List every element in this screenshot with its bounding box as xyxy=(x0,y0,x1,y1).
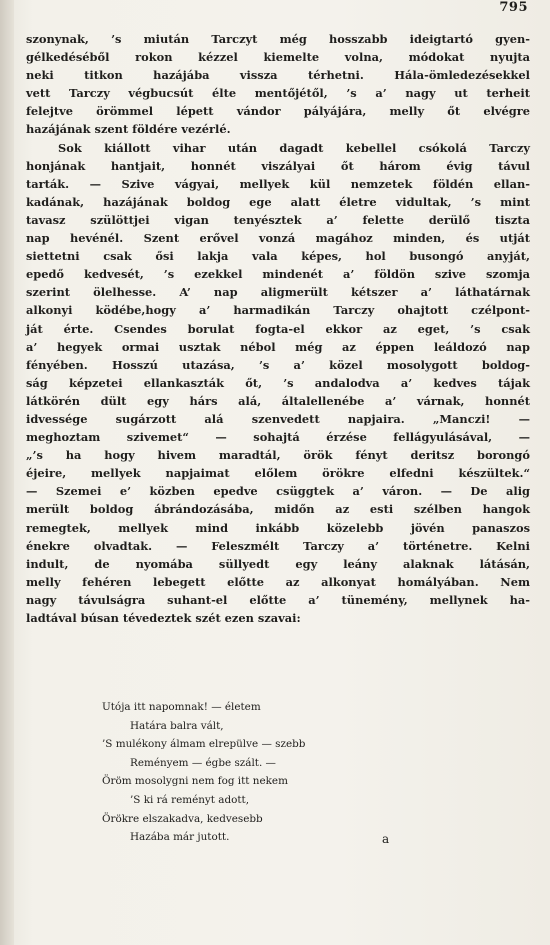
text-line: merült boldog ábrándozásába, midőn az esti szélben hangok xyxy=(26,502,530,517)
text-line: szonynak, ’s miután Tarczyt még hosszabb ideigtartó gyen- xyxy=(26,32,530,46)
text-line: idvessége sugárzott alá szenvedett napjaira. „Manczi! — xyxy=(26,411,530,426)
text-line: tavasz szülöttjei vigan tenyésztek a’ felette derülő tiszta xyxy=(26,212,530,227)
poem-line: Hazába már jutott. xyxy=(130,831,230,844)
text-line: melly fehéren lebegett előtte az alkonyat homályában. Nem xyxy=(26,574,530,589)
poem-line: Utója itt napomnak! — életem xyxy=(102,701,261,713)
text-line: neki titkon hazájába vissza térhetni. Hála-ömledezésekkel xyxy=(26,68,530,83)
text-line: vett Tarczy végbucsút élte mentőjétől, ’s a’ nagy ut terheit xyxy=(26,86,530,101)
text-line: éjeire, mellyek napjaimat előlem örökre elfedni készültek.“ xyxy=(26,466,530,481)
text-line: alkonyi ködébe,hogy a’ harmadikán Tarczy ohajtott czélpont- xyxy=(26,303,530,318)
text-line: ladtával búsan tévedeztek szét ezen szavai: xyxy=(26,611,301,625)
text-line: hazájának szent földére vezérlé. xyxy=(26,122,231,137)
text-line: epedő kedvesét, ’s ezekkel mindenét a’ földön szive szomja xyxy=(26,267,530,282)
text-line: tarták. — Szive vágyai, mellyek kül nemzetek földén ellan- xyxy=(26,176,530,191)
text-line: — Szemei e’ közben epedve csüggtek a’ váron. — De alig xyxy=(26,484,530,499)
poem-line: ’S mulékony álmam elrepülve — szebb xyxy=(102,738,306,751)
text-line: gélkedéséből rokon kézzel kiemelte volna, módokat nyujta xyxy=(26,50,530,65)
text-line: „’s ha hogy hivem maradtál, örök fényt deritsz borongó xyxy=(26,448,530,463)
text-line: a’ hegyek ormai usztak nébol még az éppen leáldozó nap xyxy=(26,339,530,354)
body-text xyxy=(26,30,530,627)
poem-line: Örökre elszakadva, kedvesebb xyxy=(102,812,263,825)
poem-line: ’S ki rá reményt adott, xyxy=(130,793,250,806)
catchword: a xyxy=(382,832,390,846)
text-line: indult, de nyomába süllyedt egy leány alaknak látásán, xyxy=(26,556,530,571)
poem-line: Öröm mosolygni nem fog itt nekem xyxy=(102,775,288,788)
text-line: siettetni csak ősi lakja vala képes, hol busongó anyját, xyxy=(26,249,530,264)
page-number: 795 xyxy=(499,0,528,15)
text-line: ság képzetei ellankaszták őt, ’s andalodva a’ kedves tájak xyxy=(26,375,530,390)
text-line: szerint ölelhesse. A’ nap aligmerült kétszer a’ láthatárnak xyxy=(26,285,530,300)
text-line: nap hevénél. Szent erővel vonzá magához minden, és utját xyxy=(26,231,530,246)
text-line: remegtek, mellyek mind inkább közelebb jövén panaszos xyxy=(26,520,530,535)
text-line: honjának hantjait, honnét viszályai őt három évig távul xyxy=(26,158,530,173)
poem xyxy=(102,698,305,847)
text-line: nagy távulságra suhant-el előtte a’ tünemény, mellynek ha- xyxy=(26,592,530,607)
text-line: felejtve örömmel lépett vándor pályájára, melly őt elvégre xyxy=(26,104,530,119)
text-line: fényében. Hosszú utazása, ’s a’ közel mosolygott boldog- xyxy=(26,357,530,372)
poem-line: Reményem — égbe szált. — xyxy=(130,756,276,769)
text-line: látkörén dült egy hárs alá, általellenébe a’ várnak, honnét xyxy=(26,393,530,408)
text-line: énekre olvadtak. — Feleszmélt Tarczy a’ történetre. Kelni xyxy=(26,538,530,553)
text-line: Sok kiállott vihar után dagadt kebellel csókolá Tarczy xyxy=(58,140,530,155)
page-gutter xyxy=(0,0,14,945)
text-line: kadának, hazájának boldog ege alatt életre vidultak, ’s mint xyxy=(26,194,530,209)
text-line: meghoztam szivemet“ — sohajtá érzése fellágyulásával, — xyxy=(26,430,530,445)
poem-line: Határa balra vált, xyxy=(130,719,224,732)
text-line: ját érte. Csendes borulat fogta-el ekkor az eget, ’s csak xyxy=(26,321,530,336)
